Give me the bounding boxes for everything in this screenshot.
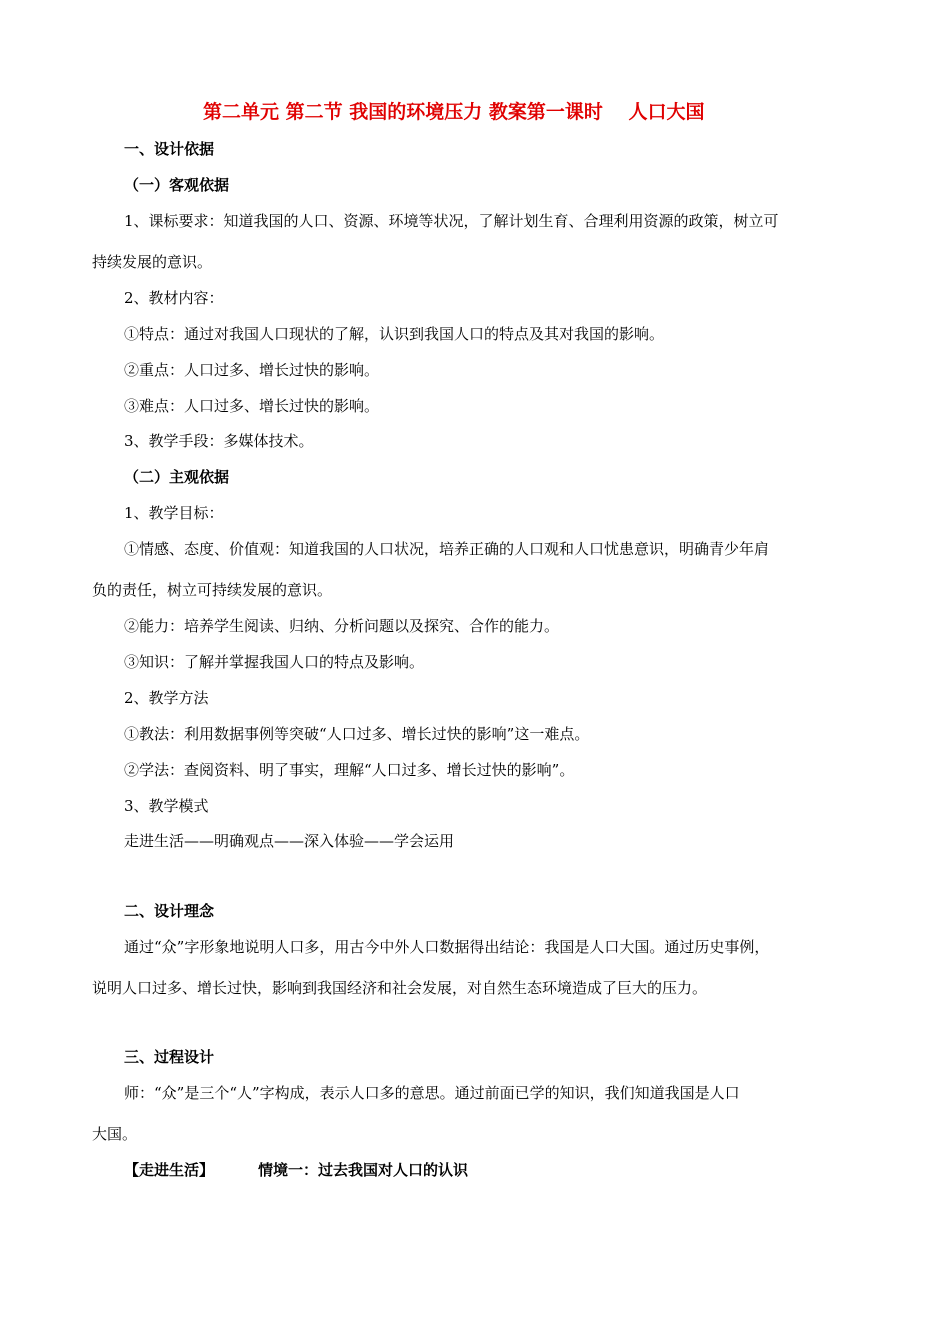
list-item-knowledge: ③知识：了解并掌握我国人口的特点及影响。 <box>124 653 425 671</box>
list-item-difficulties: ③难点：人口过多、增长过快的影响。 <box>124 397 380 415</box>
paragraph-teacher-line2: 大国。 <box>92 1125 138 1143</box>
paragraph-teaching-means: 3、教学手段：多媒体技术。 <box>124 432 314 450</box>
paragraph-textbook-content: 2、教材内容： <box>124 289 224 307</box>
list-item-emotion-line1: ①情感、态度、价值观：知道我国的人口状况，培养正确的人口观和人口忧患意识，明确青少年肩 <box>124 540 770 558</box>
paragraph-curriculum-line1: 1、课标要求：知道我国的人口、资源、环境等状况，了解计划生育、合理利用资源的政策，树立可 <box>124 212 779 230</box>
list-item-features: ①特点：通过对我国人口现状的了解，认识到我国人口的特点及其对我国的影响。 <box>124 325 665 343</box>
paragraph-curriculum-line2: 持续发展的意识。 <box>92 253 213 271</box>
subheading-objective-basis: （一）客观依据 <box>124 176 230 194</box>
list-item-teaching-method: ①教法：利用数据事例等突破“人口过多、增长过快的影响”这一难点。 <box>124 725 590 743</box>
paragraph-teaching-mode: 3、教学模式 <box>124 797 209 815</box>
paragraph-concept-line1: 通过“众”字形象地说明人口多，用古今中外人口数据得出结论：我国是人口大国。通过历史事例， <box>124 938 770 956</box>
subheading-subjective-basis: （二）主观依据 <box>124 468 230 486</box>
list-item-emotion-line2: 负的责任，树立可持续发展的意识。 <box>92 581 333 599</box>
list-item-key-points: ②重点：人口过多、增长过快的影响。 <box>124 361 380 379</box>
paragraph-teacher-line1: 师：“众”是三个“人”字构成，表示人口多的意思。通过前面已学的知识，我们知道我国是人口 <box>124 1084 740 1102</box>
paragraph-teaching-methods: 2、教学方法 <box>124 689 209 707</box>
paragraph-mode-steps: 走进生活——明确观点——深入体验——学会运用 <box>124 832 455 850</box>
section-heading-design-basis: 一、设计依据 <box>124 140 215 158</box>
document-title: 第二单元 第二节 我国的环境压力 教案第一课时 人口大国 <box>203 101 705 123</box>
paragraph-concept-line2: 说明人口过多、增长过快，影响到我国经济和社会发展，对自然生态环境造成了巨大的压力。 <box>92 979 708 997</box>
list-item-ability: ②能力：培养学生阅读、归纳、分析问题以及探究、合作的能力。 <box>124 617 560 635</box>
paragraph-teaching-goals: 1、教学目标： <box>124 504 224 522</box>
section-heading-design-concept: 二、设计理念 <box>124 902 215 920</box>
section-heading-process-design: 三、过程设计 <box>124 1048 215 1066</box>
activity-scenario: 情境一：过去我国对人口的认识 <box>258 1161 469 1179</box>
activity-label: 【走进生活】 <box>124 1161 215 1179</box>
list-item-learning-method: ②学法：查阅资料、明了事实，理解“人口过多、增长过快的影响”。 <box>124 761 575 779</box>
